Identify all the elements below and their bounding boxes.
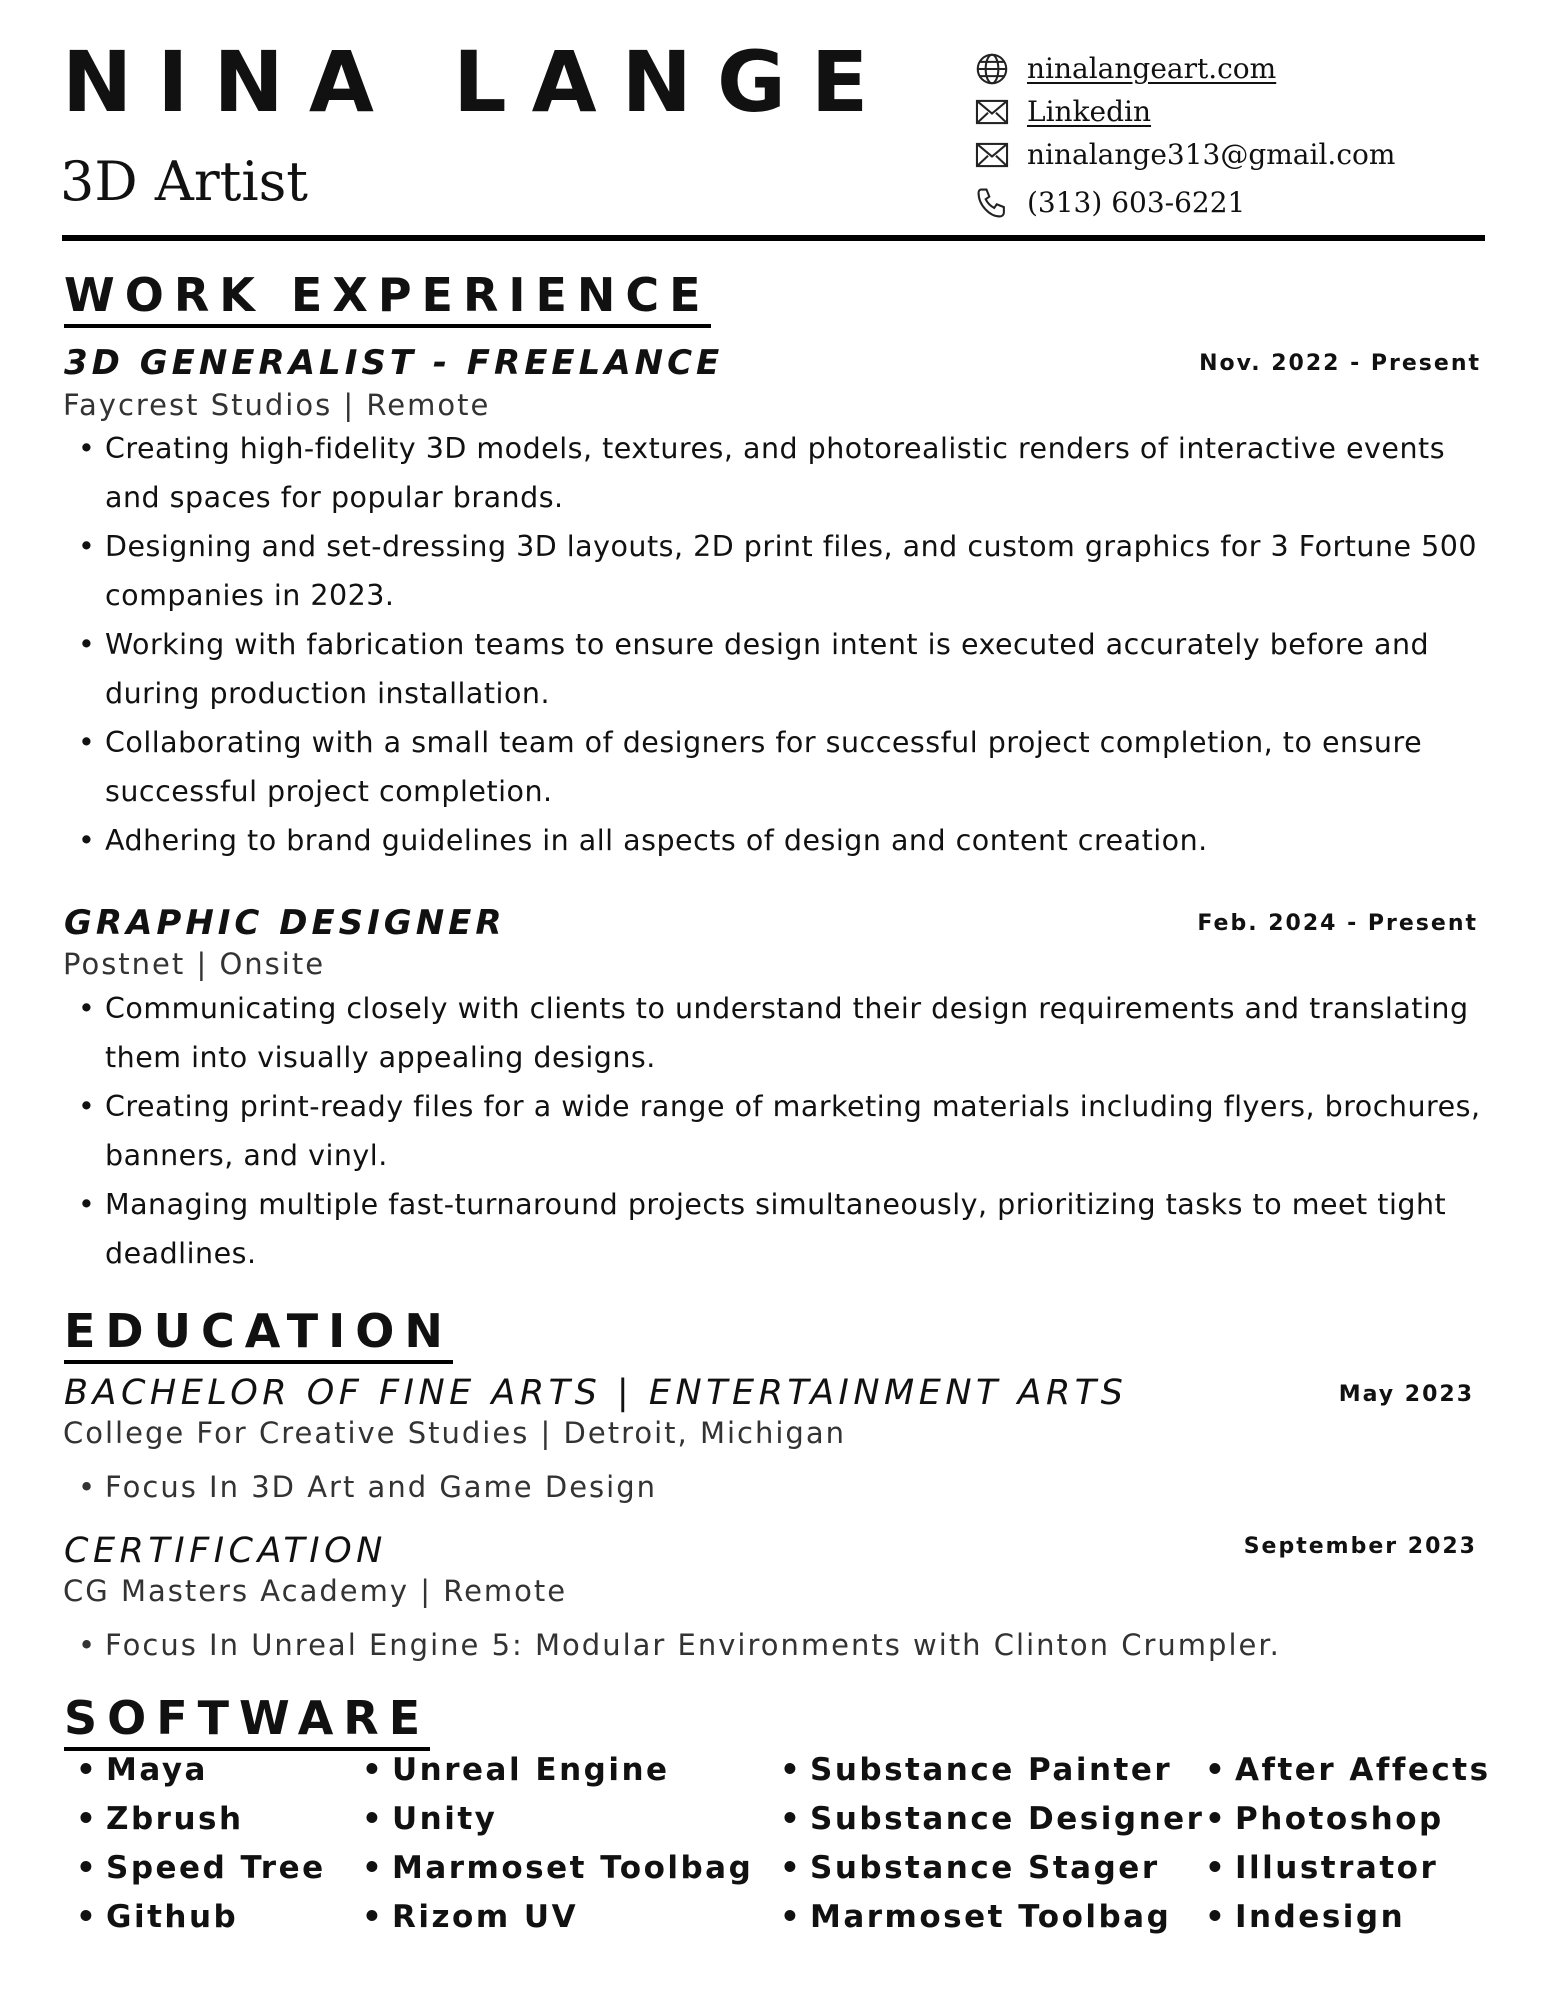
job-date: Feb. 2024 - Present — [1197, 911, 1478, 936]
certification-school: CG Masters Academy | Remote — [63, 1574, 568, 1608]
school-name: College For Creative Studies | Detroit, Michigan — [63, 1416, 846, 1450]
header-divider — [62, 235, 1485, 241]
list-item: • Maya — [76, 1746, 326, 1795]
list-item: • Substance Stager — [780, 1844, 1204, 1893]
education-heading: EDUCATION — [64, 1308, 453, 1364]
phone-icon — [973, 184, 1011, 222]
list-item: • Marmoset Toolbag — [362, 1844, 753, 1893]
list-item: • Working with fabrication teams to ensure design intent is executed accurately before and during production installation. — [78, 620, 1498, 718]
list-item: • Illustrator — [1205, 1844, 1491, 1893]
globe-icon — [973, 50, 1011, 88]
list-item: • Speed Tree — [76, 1844, 326, 1893]
list-item: • Designing and set-dressing 3D layouts, 2D print files, and custom graphics for 3 Fortune 500 companies in 2023. — [78, 522, 1498, 620]
list-item: • Substance Designer — [780, 1795, 1204, 1844]
linkedin-contact[interactable] — [973, 93, 1151, 131]
job-company: Postnet | Onsite — [63, 947, 326, 981]
software-heading: SOFTWARE — [64, 1695, 430, 1751]
list-item: • Managing multiple fast-turnaround projects simultaneously, prioritizing tasks to meet tight deadlines. — [78, 1180, 1498, 1278]
certification-bullets — [78, 1621, 1498, 1670]
email-text: ninalange313@gmail.com — [1027, 138, 1396, 171]
mail-icon — [973, 93, 1011, 131]
phone-text: (313) 603-6221 — [1027, 186, 1246, 219]
certification-title: CERTIFICATION — [64, 1531, 387, 1571]
job-bullets — [78, 984, 1498, 1278]
job-title: 3D GENERALIST - FREELANCE — [64, 343, 724, 383]
software-column-3 — [780, 1746, 1204, 1942]
list-item: • Github — [76, 1893, 326, 1942]
list-item: • Unity — [362, 1795, 753, 1844]
software-column-4 — [1205, 1746, 1491, 1942]
software-column-2 — [362, 1746, 753, 1942]
list-item: • After Affects — [1205, 1746, 1491, 1795]
list-item: • Photoshop — [1205, 1795, 1491, 1844]
list-item: • Indesign — [1205, 1893, 1491, 1942]
list-item: • Substance Painter — [780, 1746, 1204, 1795]
mail-icon — [973, 136, 1011, 174]
phone-contact[interactable] — [973, 184, 1245, 222]
degree-title: BACHELOR OF FINE ARTS | ENTERTAINMENT ARTS — [64, 1373, 1128, 1413]
applicant-name: NINA LANGE — [62, 33, 894, 131]
list-item: • Creating print-ready files for a wide range of marketing materials including flyers, brochures, banners, and vinyl. — [78, 1082, 1498, 1180]
job-title: GRAPHIC DESIGNER — [64, 903, 506, 943]
list-item: • Unreal Engine — [362, 1746, 753, 1795]
list-item: • Creating high-fidelity 3D models, textures, and photorealistic renders of interactive events and spaces for popular brands. — [78, 424, 1498, 522]
list-item: • Communicating closely with clients to understand their design requirements and translating them into visually appealing designs. — [78, 984, 1498, 1082]
list-item: • Adhering to brand guidelines in all aspects of design and content creation. — [78, 816, 1498, 865]
certification-date: September 2023 — [1243, 1534, 1477, 1559]
list-item: • Collaborating with a small team of designers for successful project completion, to ensure successful project completion. — [78, 718, 1498, 816]
job-company: Faycrest Studios | Remote — [63, 388, 491, 422]
list-item: • Focus In Unreal Engine 5: Modular Environments with Clinton Crumpler. — [78, 1621, 1498, 1670]
job-date: Nov. 2022 - Present — [1199, 351, 1481, 376]
list-item: • Marmoset Toolbag — [780, 1893, 1204, 1942]
website-contact[interactable] — [973, 50, 1276, 88]
website-link[interactable]: ninalangeart.com — [1027, 52, 1277, 85]
software-column-1 — [76, 1746, 326, 1942]
job-role: 3D Artist — [60, 150, 309, 213]
list-item: • Zbrush — [76, 1795, 326, 1844]
list-item: • Focus In 3D Art and Game Design — [78, 1463, 1498, 1512]
work-experience-heading: WORK EXPERIENCE — [64, 272, 711, 328]
list-item: • Rizom UV — [362, 1893, 753, 1942]
linkedin-link[interactable]: Linkedin — [1027, 95, 1152, 128]
degree-date: May 2023 — [1338, 1382, 1474, 1407]
degree-bullets — [78, 1463, 1498, 1512]
email-contact[interactable] — [973, 136, 1395, 174]
job-bullets — [78, 424, 1498, 865]
